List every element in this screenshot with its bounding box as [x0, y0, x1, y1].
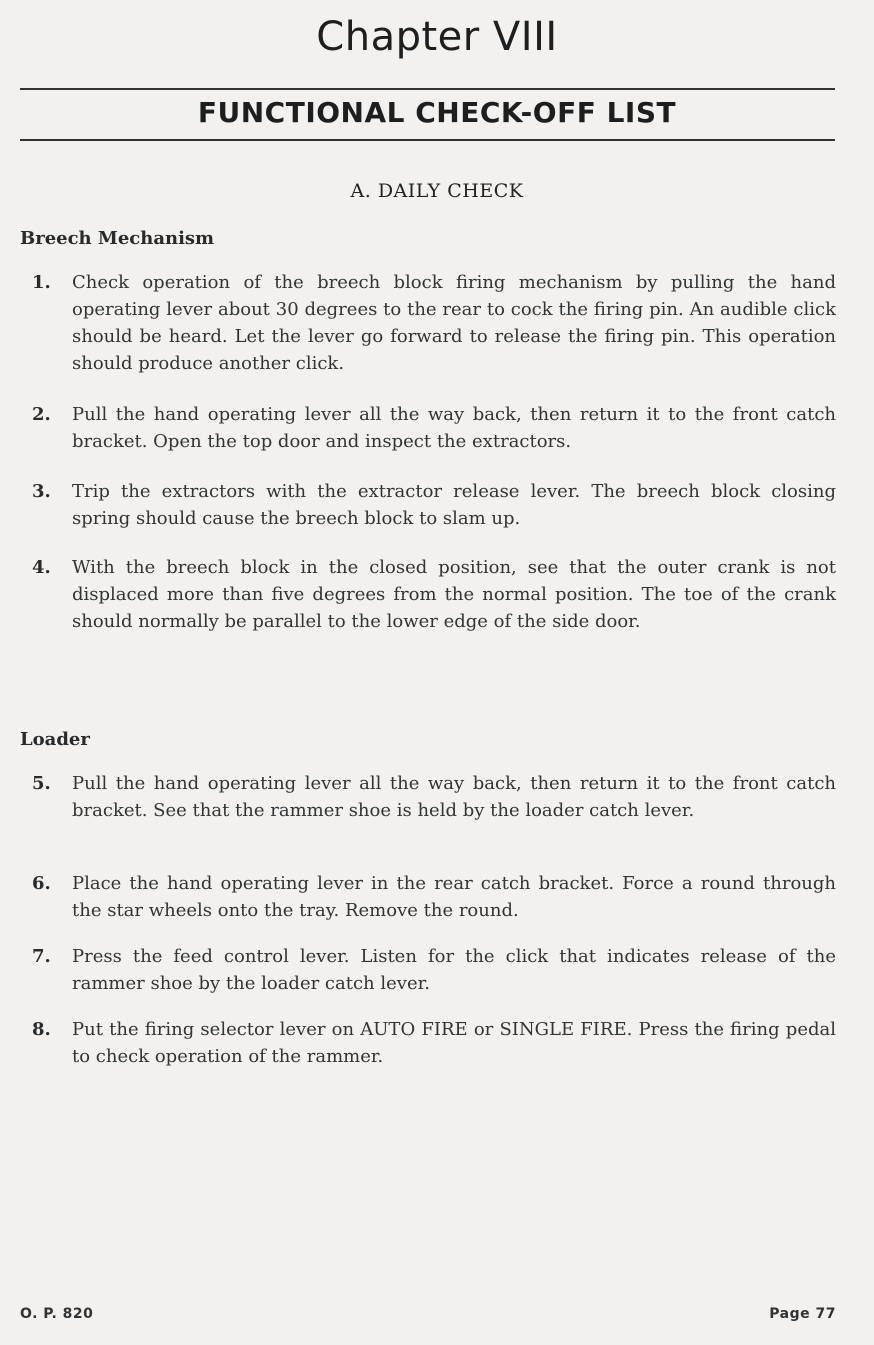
item-number: 3.	[32, 481, 51, 502]
item-number: 1.	[32, 272, 51, 293]
item-number: 5.	[32, 773, 51, 794]
section-title: A. DAILY CHECK	[350, 180, 524, 202]
top-rule	[20, 88, 835, 90]
footer-page-number: Page 77	[769, 1306, 836, 1322]
item-text: Press the feed control lever. Listen for the click that indicates release of the rammer shoe by the loader catch lever.	[72, 946, 836, 994]
item-text: Check operation of the breech block firing mechanism by pulling the hand operating lever about 30 degrees to the rear to cock the firing pin. An audible click should be heard. Let the lever go forward to release the firing pin. This operation should produce another click.	[72, 272, 836, 374]
item-number: 6.	[32, 873, 51, 894]
list-item	[20, 269, 836, 377]
item-number: 4.	[32, 557, 51, 578]
list-item	[20, 478, 836, 532]
chapter-heading: Chapter VIII	[316, 14, 558, 60]
item-number: 2.	[32, 404, 51, 425]
list-item	[20, 1016, 836, 1070]
group-heading-breech-mechanism: Breech Mechanism	[20, 228, 215, 249]
list-item	[20, 770, 836, 824]
item-text: Pull the hand operating lever all the way back, then return it to the front catch bracket. Open the top door and inspect the extractors.	[72, 404, 836, 452]
item-text: Trip the extractors with the extractor release lever. The breech block closing spring should cause the breech block to slam up.	[72, 481, 836, 529]
item-text: Place the hand operating lever in the rear catch bracket. Force a round through the star wheels onto the tray. Remove the round.	[72, 873, 836, 921]
list-item	[20, 870, 836, 924]
list-item	[20, 554, 836, 635]
footer-document-id: O. P. 820	[20, 1306, 94, 1322]
item-text: With the breech block in the closed position, see that the outer crank is not displaced more than five degrees from the normal position. The toe of the crank should normally be parallel to the lower edge of the side door.	[72, 557, 836, 632]
list-item	[20, 401, 836, 455]
item-text: Pull the hand operating lever all the way back, then return it to the front catch bracket. See that the rammer shoe is held by the loader catch lever.	[72, 773, 836, 821]
bottom-rule	[20, 139, 835, 141]
item-number: 8.	[32, 1019, 51, 1040]
group-heading-loader: Loader	[20, 729, 90, 750]
item-text: Put the firing selector lever on AUTO FIRE or SINGLE FIRE. Press the firing pedal to check operation of the rammer.	[72, 1019, 836, 1067]
list-title: FUNCTIONAL CHECK-OFF LIST	[197, 96, 677, 129]
item-number: 7.	[32, 946, 51, 967]
list-item	[20, 943, 836, 997]
